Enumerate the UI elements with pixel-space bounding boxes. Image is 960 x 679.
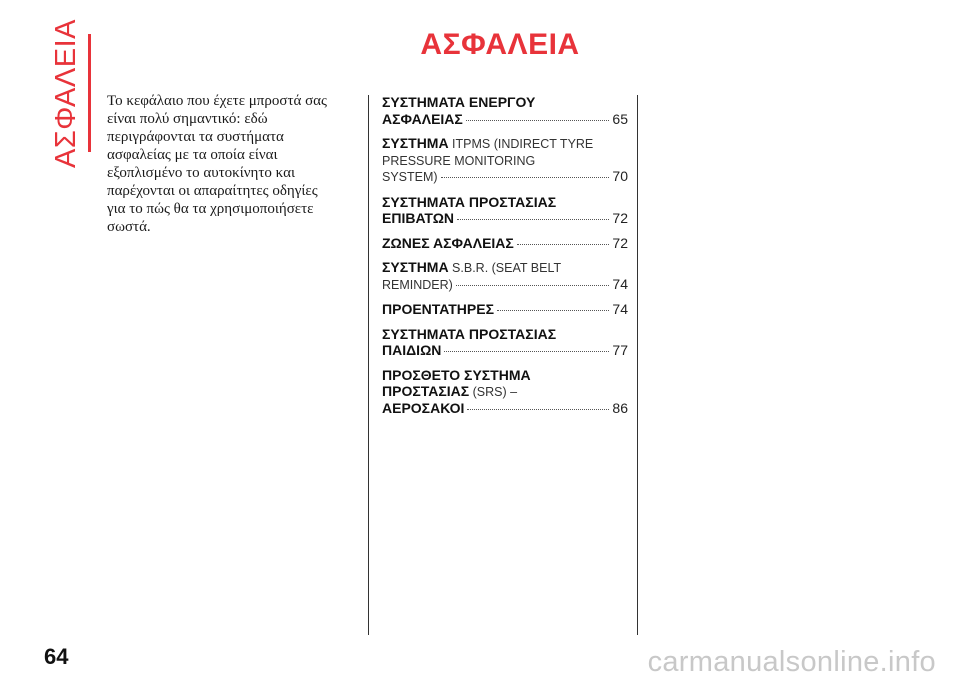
intro-line: εξοπλισμένο το αυτοκίνητο και: [107, 165, 295, 181]
toc-entry-title: ΠΡΟΣΤΑΣΙΑΣ: [382, 383, 470, 399]
toc-entry-title: ΕΠΙΒΑΤΩΝ: [382, 210, 455, 226]
intro-line: για το πώς θα τα χρησιμοποιήσετε: [107, 201, 314, 217]
toc-entry[interactable]: [382, 195, 628, 227]
toc-entry-title: ΣΥΣΤΗΜΑ: [382, 135, 449, 151]
intro-line: περιγράφονται τα συστήματα: [107, 129, 284, 145]
intro-line: παρέχονται οι απαραίτητες οδηγίες: [107, 183, 318, 199]
toc-entry-title: ΑΣΦΑΛΕΙΑΣ: [382, 110, 463, 127]
toc-page-number: 72: [612, 234, 628, 251]
toc-page-number: 86: [612, 399, 628, 416]
toc-entry-subtitle: (SRS) –: [469, 385, 518, 399]
toc-entry-line: [382, 343, 628, 359]
watermark-text: carmanualsonline.info: [647, 646, 936, 678]
column-divider: [368, 95, 369, 635]
toc-entry[interactable]: [382, 368, 628, 417]
toc-entry-title: ΠΡΟΕΝΤΑΤΗΡΕΣ: [382, 301, 494, 317]
dot-leader: [517, 244, 610, 245]
toc-entry-line: [382, 211, 628, 227]
page-title: ΑΣΦΑΛΕΙΑ: [420, 28, 580, 61]
toc-entry-line: [382, 401, 628, 417]
toc-entry-title: ΖΩΝΕΣ ΑΣΦΑΛΕΙΑΣ: [382, 234, 514, 251]
toc-page-number: 74: [612, 275, 628, 292]
toc-entry-line: [382, 302, 628, 318]
toc-entry[interactable]: [382, 302, 628, 318]
toc-page-number: 77: [612, 342, 628, 358]
toc-entry[interactable]: [382, 236, 628, 252]
dot-leader: [466, 120, 610, 121]
dot-leader: [457, 219, 609, 220]
toc-entry-line: [382, 368, 628, 385]
toc-entry-line: [382, 195, 628, 212]
toc-page-number: 70: [612, 168, 628, 184]
column-divider-right: [637, 95, 638, 635]
toc-entry[interactable]: [382, 260, 628, 293]
toc-page-number: 65: [612, 110, 628, 127]
toc-entry-subtitle: SYSTEM): [382, 170, 438, 184]
page-number: 64: [44, 644, 69, 669]
toc-entry-line: [382, 95, 628, 112]
toc-entry-line: [382, 277, 628, 294]
dot-leader: [441, 177, 610, 178]
toc-entry-title: ΣΥΣΤΗΜΑΤΑ ΕΝΕΡΓΟΥ: [382, 94, 536, 110]
toc-entry[interactable]: [382, 136, 628, 186]
toc-entry-line: [382, 136, 628, 153]
toc-entry-title: ΠΑΙΔΙΩΝ: [382, 342, 442, 358]
toc-entry-line: [382, 260, 628, 277]
toc-page-number: 72: [612, 210, 628, 226]
toc-entry-line: [382, 384, 628, 401]
toc-entry-title: ΣΥΣΤΗΜΑ: [382, 259, 449, 275]
toc-entry-line: [382, 327, 628, 344]
intro-line: ασφαλείας με τα οποία είναι: [107, 147, 278, 163]
toc-entry[interactable]: [382, 327, 628, 359]
toc-entry[interactable]: [382, 95, 628, 127]
toc-entry-subtitle: ITPMS (INDIRECT TYRE: [448, 137, 594, 151]
toc-entry-subtitle: PRESSURE MONITORING: [382, 153, 536, 168]
dot-leader: [497, 310, 609, 311]
toc-entry-line: [382, 112, 628, 128]
intro-line: Το κεφάλαιο που έχετε μπροστά σας: [107, 93, 327, 109]
dot-leader: [456, 285, 610, 286]
dot-leader: [444, 351, 609, 352]
intro-line: σωστά.: [107, 219, 151, 235]
side-tab-label: ΑΣΦΑΛΕΙΑ: [50, 18, 83, 168]
toc-entry-title: ΑΕΡΟΣΑΚΟΙ: [382, 399, 465, 416]
intro-paragraph: [107, 92, 357, 236]
toc-entry-title: ΠΡΟΣΘΕΤΟ ΣΥΣΤΗΜΑ: [382, 366, 531, 383]
table-of-contents: [382, 95, 628, 425]
side-rule: [88, 34, 91, 152]
toc-entry-line: [382, 153, 628, 170]
intro-line: είναι πολύ σημαντικό: εδώ: [107, 111, 268, 127]
dot-leader: [467, 409, 609, 410]
side-tab: [50, 18, 84, 168]
toc-page-number: 74: [612, 301, 628, 317]
toc-entry-subtitle: REMINDER): [382, 277, 453, 292]
toc-entry-title: ΣΥΣΤΗΜΑΤΑ ΠΡΟΣΤΑΣΙΑΣ: [382, 193, 557, 210]
toc-entry-subtitle: S.B.R. (SEAT BELT: [448, 261, 562, 275]
toc-entry-line: [382, 236, 628, 252]
toc-entry-line: [382, 169, 628, 186]
toc-entry-title: ΣΥΣΤΗΜΑΤΑ ΠΡΟΣΤΑΣΙΑΣ: [382, 325, 557, 342]
